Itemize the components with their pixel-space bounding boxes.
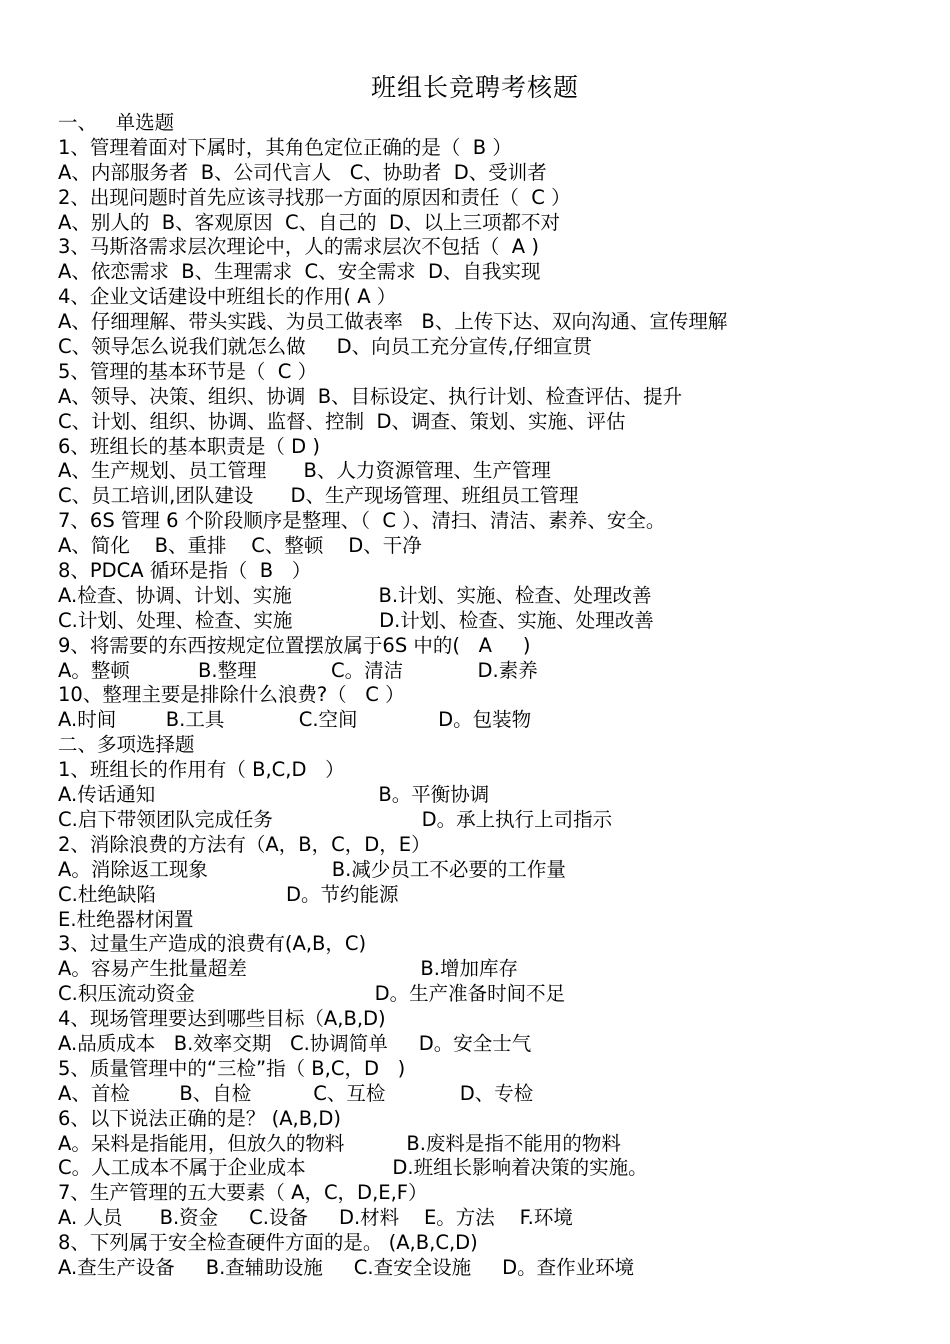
mc-options-7: A. 人员 B.资金 C.设备 D.材料 E。方法 F.环境 — [58, 1206, 573, 1230]
mc-options-6-cd: C。人工成本不属于企业成本 D.班组长影响着决策的实施。 — [58, 1156, 648, 1180]
options-6-ab: A、生产规划、员工管理 B、人力资源管理、生产管理 — [58, 459, 551, 483]
mc-options-3-ab: A。容易产生批量超差 B.增加库存 — [58, 957, 518, 981]
options-8-ab: A.检查、协调、计划、实施 B.计划、实施、检查、处理改善 — [58, 583, 652, 607]
options-6-cd: C、员工培训,团队建设 D、生产现场管理、班组员工管理 — [58, 484, 579, 508]
mc-options-8: A.查生产设备 B.查辅助设施 C.查安全设施 D。查作业环境 — [58, 1255, 635, 1279]
question-2: 2、出现问题时首先应该寻找那一方面的原因和责任（ C ） — [58, 185, 571, 209]
mc-question-5: 5、质量管理中的“三检”指（ B,C，D ) — [58, 1056, 406, 1080]
options-10: A.时间 B.工具 C.空间 D。包装物 — [58, 708, 532, 732]
question-9: 9、将需要的东西按规定位置摆放属于6S 中的( A ) — [58, 633, 531, 657]
mc-question-1: 1、班组长的作用有（ B,C,D ） — [58, 758, 345, 782]
options-1: A、内部服务者 B、公司代言人 C、协助者 D、受训者 — [58, 160, 547, 184]
question-4: 4、企业文话建设中班组长的作用( A ） — [58, 285, 397, 309]
question-6: 6、班组长的基本职责是（ D ) — [58, 434, 320, 458]
mc-options-1-ab: A.传话通知 B。平衡协调 — [58, 783, 490, 807]
options-8-cd: C.计划、处理、检查、实施 D.计划、检查、实施、处理改善 — [58, 608, 654, 632]
document-title: 班组长竞聘考核题 — [370, 73, 579, 102]
mc-question-3: 3、过量生产造成的浪费有(A,B，C) — [58, 932, 367, 956]
options-4-ab: A、仔细理解、带头实践、为员工做表率 B、上传下达、双向沟通、宣传理解 — [58, 310, 728, 334]
mc-options-2-e: E.杜绝器材闲置 — [58, 907, 194, 931]
mc-options-1-cd: C.启下带领团队完成任务 D。承上执行上司指示 — [58, 807, 613, 831]
question-5: 5、管理的基本环节是（ C ） — [58, 359, 318, 383]
question-3: 3、马斯洛需求层次理论中，人的需求层次不包括（ A ) — [58, 235, 539, 259]
question-10: 10、整理主要是排除什么浪费?（ C ） — [58, 683, 405, 707]
question-1: 1、管理着面对下属时，其角色定位正确的是（ B ） — [58, 135, 512, 159]
options-3: A、依恋需求 B、生理需求 C、安全需求 D、自我实现 — [58, 260, 541, 284]
options-7: A、简化 B、重排 C、整顿 D、干净 — [58, 534, 422, 558]
mc-options-5: A、首检 B、自检 C、互检 D、专检 — [58, 1081, 534, 1105]
mc-options-2-cd: C.杜绝缺陷 D。节约能源 — [58, 882, 399, 906]
options-5-ab: A、领导、决策、组织、协调 B、目标设定、执行计划、检查评估、提升 — [58, 384, 683, 408]
mc-question-7: 7、生产管理的五大要素（ A，C，D,E,F） — [58, 1181, 428, 1205]
options-5-cd: C、计划、组织、协调、监督、控制 D、调查、策划、实施、评估 — [58, 409, 626, 433]
question-list — [58, 111, 918, 1281]
mc-options-2-ab: A。消除返工现象 B.减少员工不必要的工作量 — [58, 857, 566, 881]
options-4-cd: C、领导怎么说我们就怎么做 D、向员工充分宣传,仔细宣贯 — [58, 335, 592, 359]
mc-options-3-cd: C.积压流动资金 D。生产准备时间不足 — [58, 982, 566, 1006]
question-8: 8、PDCA 循环是指（ B ） — [58, 559, 312, 583]
section-heading-single-choice: 一、 单选题 — [58, 111, 175, 134]
options-9: A。整顿 B.整理 C。清洁 D.素养 — [58, 658, 538, 682]
section-heading-multiple-choice: 二、多项选择题 — [58, 733, 195, 757]
question-7: 7、6S 管理 6 个阶段顺序是整理、（ C ）、清扫、清洁、素养、安全。 — [58, 509, 666, 533]
mc-question-4: 4、现场管理要达到哪些目标（A,B,D) — [58, 1007, 386, 1031]
mc-options-6-ab: A。呆料是指能用，但放久的物料 B.废料是指不能用的物料 — [58, 1131, 621, 1155]
mc-question-2: 2、消除浪费的方法有（A，B，C，D，E） — [58, 832, 431, 856]
options-2: A、别人的 B、客观原因 C、自己的 D、以上三项都不对 — [58, 210, 561, 234]
mc-question-8: 8、下列属于安全检查硬件方面的是。 (A,B,C,D) — [58, 1231, 478, 1255]
mc-options-4: A.品质成本 B.效率交期 C.协调简单 D。安全士气 — [58, 1031, 532, 1055]
mc-question-6: 6、以下说法正确的是？ (A,B,D) — [58, 1106, 341, 1130]
